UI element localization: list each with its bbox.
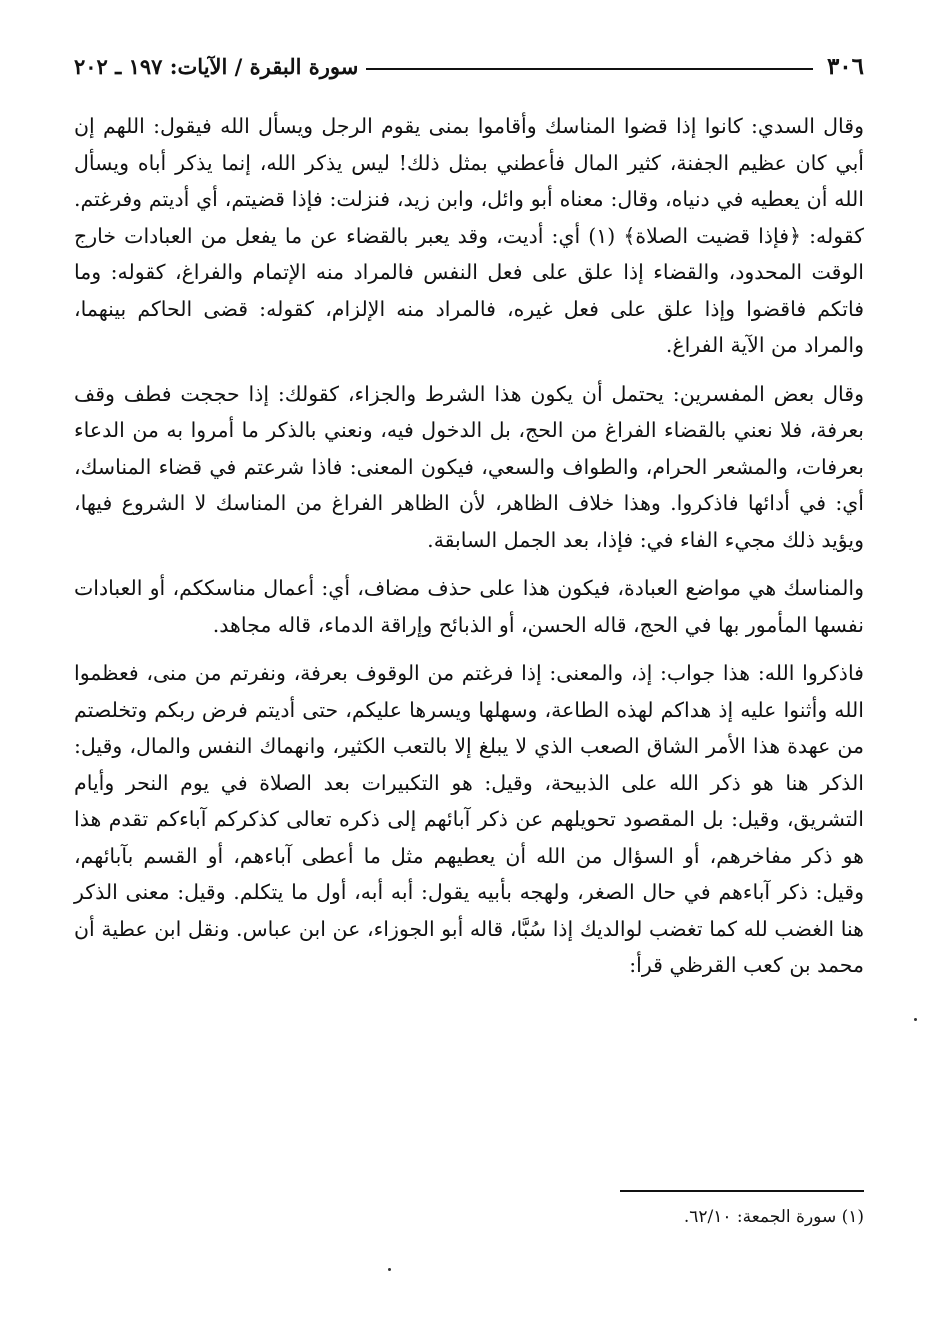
footnote-rule bbox=[620, 1190, 864, 1192]
paragraph-1: وقال السدي: كانوا إذا قضوا المناسك وأقاموا بمنى يقوم الرجل ويسأل الله فيقول: اللهم إن أبي كان عظيم الجفنة، كثير المال فأعطني بمثل ذلك! ليس يذكر الله، إنما يذكر أباه ويسأل الله أن يعطيه في دنياه، وقال: معناه أبو وائل، وابن زيد، فنزلت: فإذا قضيتم، أي أديتم وفرغتم. كقوله: ﴿فإذا قضيت الصلاة﴾ (١) أي: أديت، وقد يعبر بالقضاء عن ما يفعل من العبادات خارج الوقت المحدود، والقضاء إذا علق على فعل النفس فالمراد منه الإتمام والفراغ، كقوله: وما فاتكم فاقضوا وإذا علق على فعل غيره، فالمراد منه الإلزام، كقوله: قضى الحاكم بينهما، والمراد من الآية الفراغ. bbox=[74, 114, 864, 357]
paragraph-3: والمناسك هي مواضع العبادة، فيكون هذا على حذف مضاف، أي: أعمال مناسككم، أو العبادات نفسها المأمور بها في الحج، قاله الحسن، أو الذبائح وإراقة الدماء، قاله مجاهد. bbox=[74, 576, 864, 637]
running-header bbox=[74, 48, 864, 84]
footnote: (١) سورة الجمعة: ٦٢/١٠. bbox=[683, 1207, 864, 1227]
paragraph-2: وقال بعض المفسرين: يحتمل أن يكون هذا الشرط والجزاء، كقولك: إذا حججت فطف وقف بعرفة، فلا نعني بالقضاء الفراغ من الحج، بل الدخول فيه، ونعني بالذكر ما أمروا به من الدعاء بعرفات، والمشعر الحرام، والطواف والسعي، فيكون المعنى: فاذا شرعتم في قضاء المناسك، أي: في أدائها فاذكروا. وهذا خلاف الظاهر، لأن الظاهر الفراغ من المناسك لا الشروع فيها، ويؤيد ذلك مجيء الفاء في: فإذا، بعد الجمل السابقة. bbox=[74, 381, 864, 552]
main-text bbox=[74, 108, 864, 996]
scan-speck bbox=[914, 1018, 917, 1021]
header-rule bbox=[366, 68, 813, 70]
running-title: سورة البقرة / الآيات: ١٩٧ ـ ٢٠٢ bbox=[74, 53, 359, 79]
scan-speck bbox=[388, 1268, 391, 1271]
page-number: ٣٠٦ bbox=[826, 52, 864, 80]
paragraph-4: فاذكروا الله: هذا جواب: إذ، والمعنى: إذا فرغتم من الوقوف بعرفة، ونفرتم من منى، فعظموا الله وأثنوا عليه إذ هداكم لهذه الطاعة، وسهلها ويسرها عليكم، حتى أديتم فرض ربكم وتخلصتم من عهدة هذا الأمر الشاق الصعب الذي لا يبلغ إلا بالتعب الكثير، وانهماك النفس والمال، وقيل: الذكر هنا هو ذكر الله على الذبيحة، وقيل: هو التكبيرات بعد الصلاة في يوم النحر وأيام التشريق، وقيل: بل المقصود تحويلهم عن ذكر آبائهم إلى ذكره تعالى كذكركم آباءكم تقدم هذا هو ذكر مفاخرهم، أو السؤال من الله أن يعطيهم مثل ما أعطى آباءهم، أو القسم بآبائهم، وقيل: ذكر آباءهم في حال الصغر، ولهجه بأبيه يقول: أبه أبه، أول ما يتكلم. وقيل: معنى الذكر هنا الغضب لله كما تغضب لوالديك إذا سُبَّا، قاله أبو الجوزاء، عن ابن عباس. ونقل ابن عطية أن محمد بن كعب القرظي قرأ: bbox=[74, 661, 864, 977]
